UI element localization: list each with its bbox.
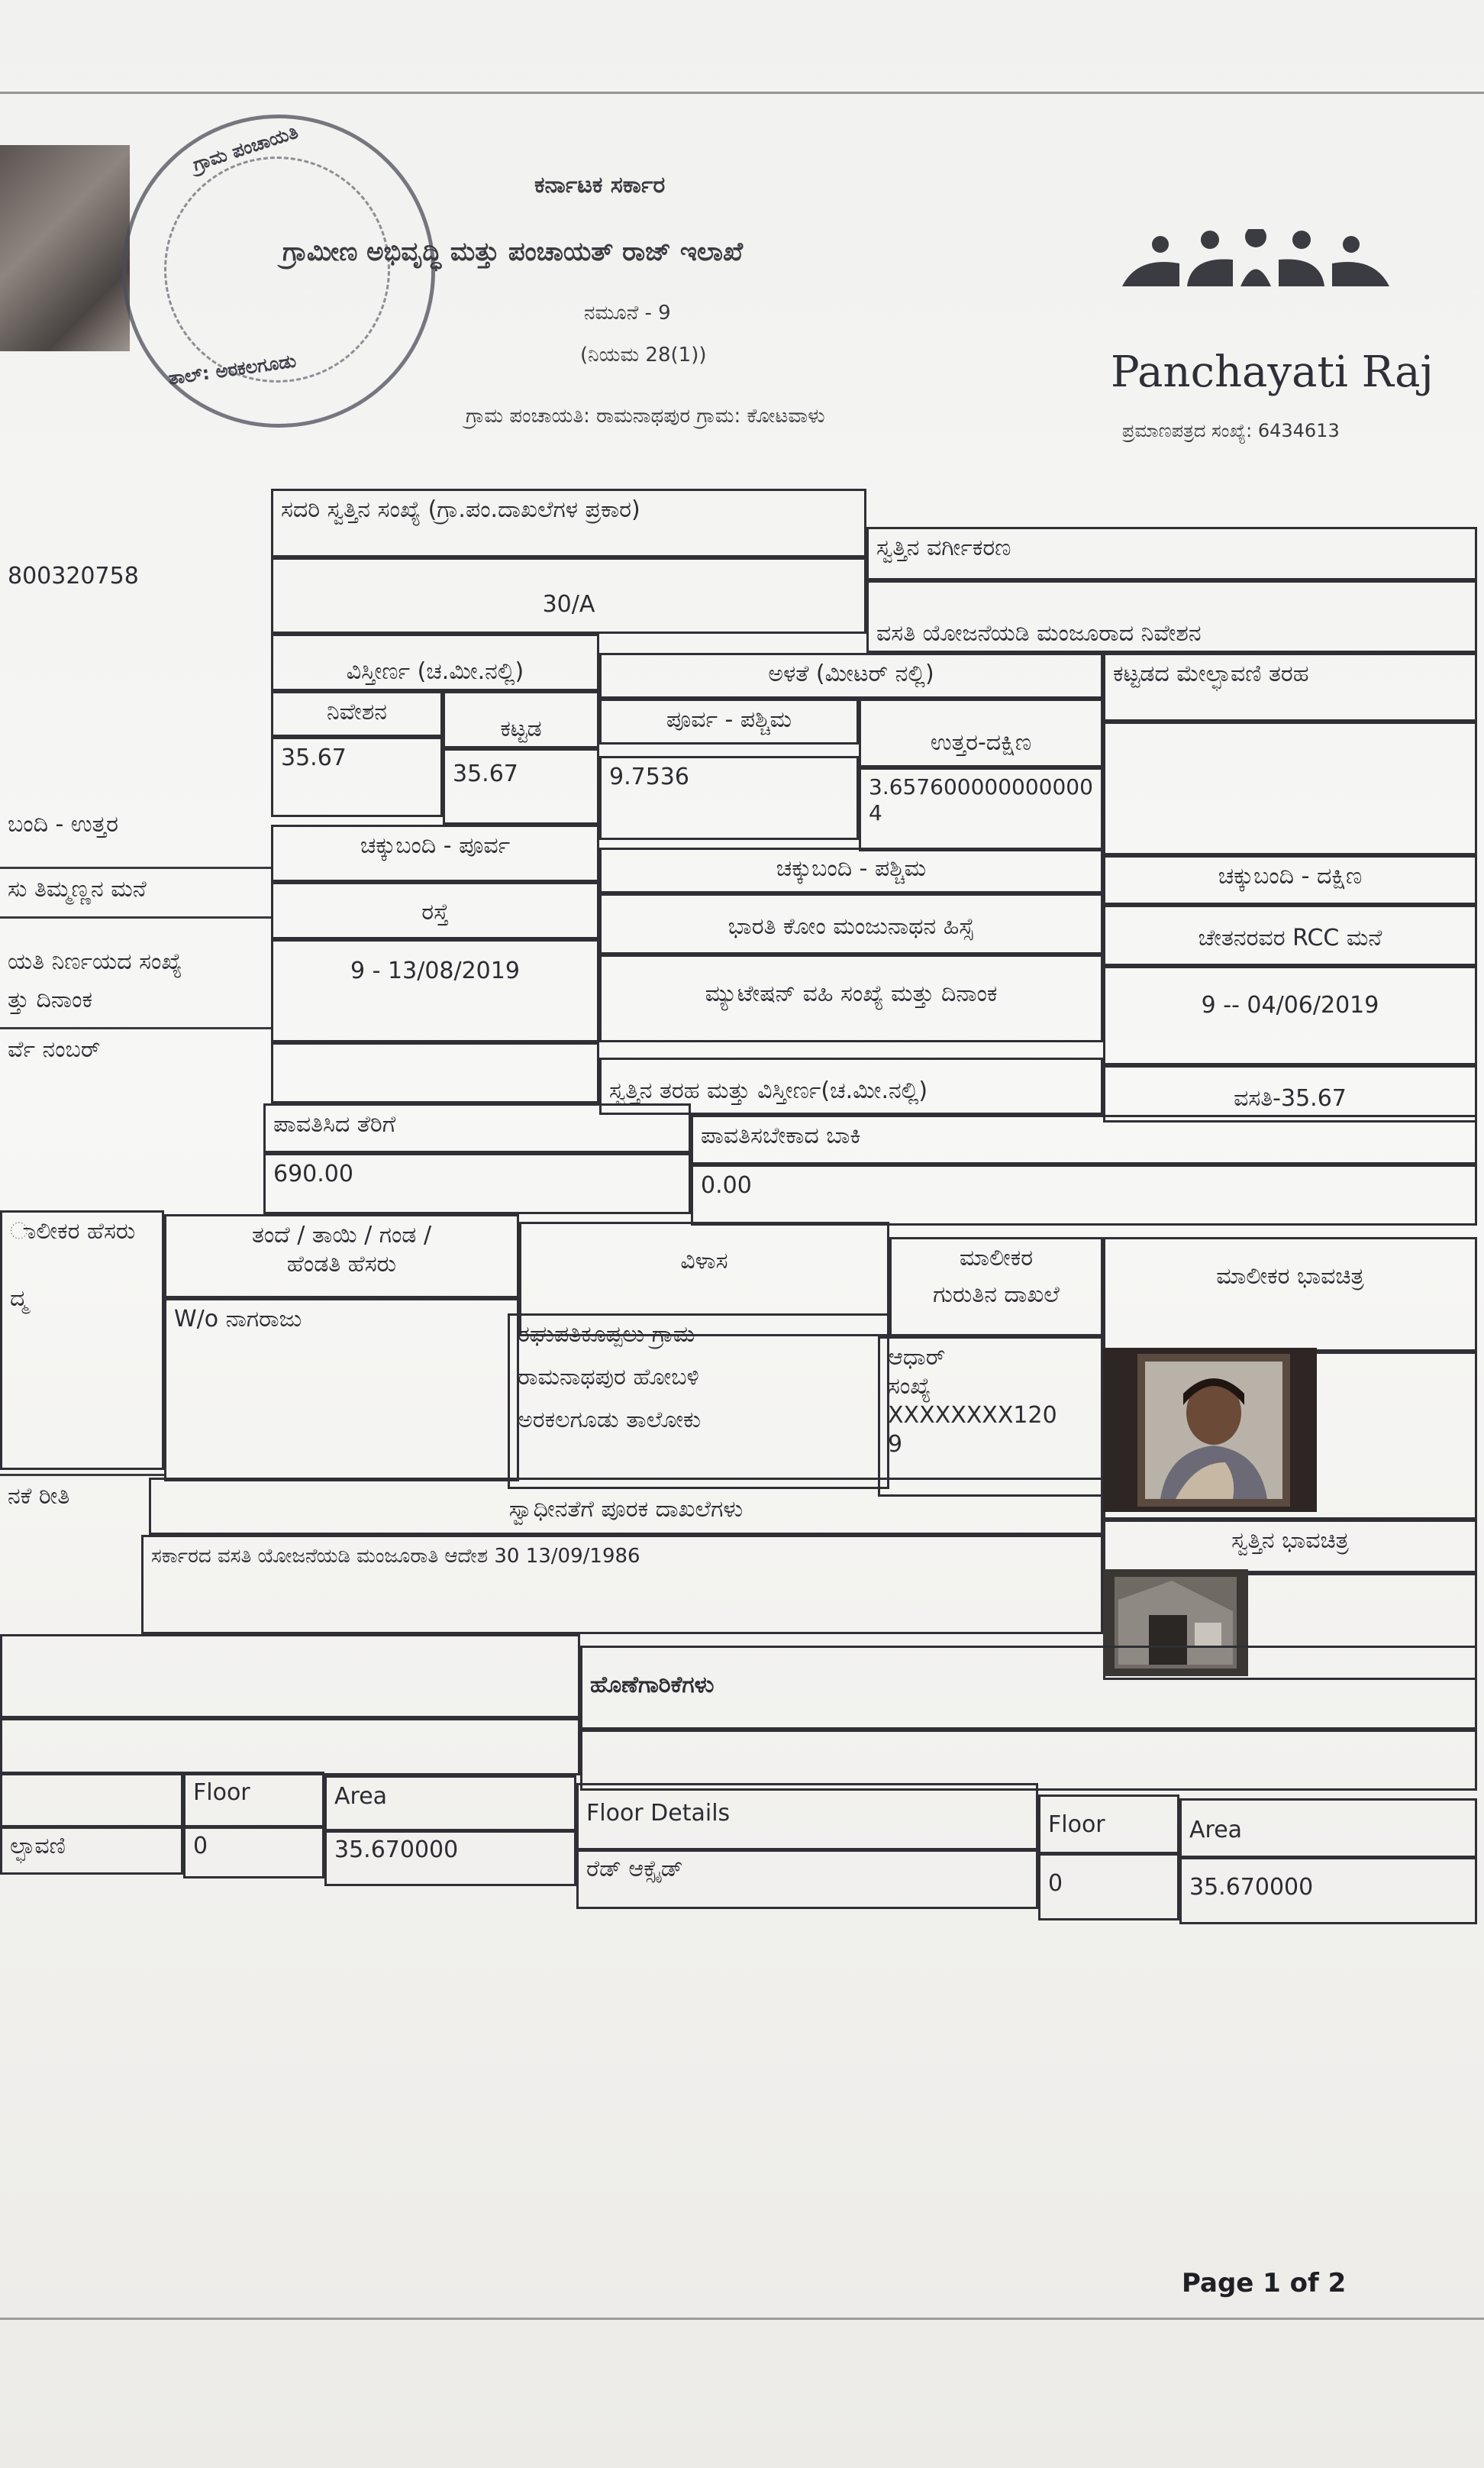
relation-label	[164, 1214, 519, 1298]
east-west-label: ಪೂರ್ವ - ಪಶ್ಚಿಮ	[599, 699, 859, 745]
property-id-fragment: 800320758	[8, 563, 139, 590]
seal-text-bottom: ತಾಲ್: ಅರಕಲಗೂಡು	[166, 350, 298, 389]
department-title: ಗ್ರಾಮೀಣ ಅಭಿವೃದ್ಧಿ ಮತ್ತು ಪಂಚಾಯತ್ ರಾಜ್ ಇಲಾಖೆ	[282, 237, 744, 267]
roof-type-value	[1103, 722, 1477, 855]
address-line-3: ಅರಕಲಗೂಡು ತಾಲೋಕು	[518, 1407, 702, 1433]
survey-number-value	[271, 1042, 599, 1103]
resolution-value: 9 - 13/08/2019	[271, 939, 599, 1042]
north-south-value: 3.6576000000000004	[859, 767, 1103, 851]
mutation-value: 9 -- 04/06/2019	[1103, 966, 1477, 1065]
resolution-label-line1: ಯತಿ ನಿರ್ಣಯದ ಸಂಖ್ಯೆ	[8, 948, 182, 975]
east-boundary-value: ರಸ್ತೆ	[271, 882, 599, 939]
address-value	[508, 1313, 889, 1489]
govt-title: ಕರ್ನಾಟಕ ಸರ್ಕಾರ	[534, 172, 666, 199]
relation-value: W/o ನಾಗರಾಜು	[164, 1298, 519, 1481]
address-line-2: ರಾಮನಾಥಪುರ ಹೋಬಳಿ	[518, 1364, 699, 1391]
floor-details-value: ರೆಡ್ ಆಕ್ಸೈಡ್	[576, 1848, 1038, 1909]
right-area-value: 35.670000	[1179, 1856, 1477, 1924]
address-label: ವಿಳಾಸ	[519, 1222, 889, 1336]
owner-id-label-line1: ಮಾಲೀಕರ	[959, 1245, 1034, 1271]
acquisition-label: ನಕೆ ರೀತಿ	[8, 1483, 70, 1510]
page-number: Page 1 of 2	[1182, 2268, 1347, 2298]
supporting-docs-label: ಸ್ವಾಧೀನತೆಗೆ ಪೂರಕ ದಾಖಲೆಗಳು	[149, 1478, 1103, 1535]
property-class-value: ವಸತಿ ಯೋಜನೆಯಡಿ ಮಂಜೂರಾದ ನಿವೇಶನ	[866, 580, 1477, 653]
property-type-value: ವಸತಿ-35.67	[1103, 1065, 1477, 1123]
building-label: ಕಟ್ಟಡ	[443, 691, 599, 748]
owner-name-label-text: ಾಲೀಕರ ಹೆಸರು	[10, 1218, 136, 1245]
property-photo-label: ಸ್ವತ್ತಿನ ಭಾವಚಿತ್ರ	[1103, 1520, 1477, 1573]
seal-text-top: ಗ್ರಾಮ ಪಂಚಾಯತಿ	[190, 121, 301, 176]
property-number-label: ಸದರಿ ಸ್ವತ್ತಿನ ಸಂಖ್ಯೆ (ಗ್ರಾ.ಪಂ.ದಾಖಲೆಗಳ ಪ್ರಕಾರ)	[271, 489, 866, 557]
mutation-label: ಮ್ಯುಟೇಷನ್ ವಹಿ ಸಂಖ್ಯೆ ಮತ್ತು ದಿನಾಂಕ	[599, 955, 1103, 1042]
boundary-rule-1	[0, 867, 271, 869]
owner-id-type: ಆಧಾರ್	[888, 1344, 946, 1371]
right-floor-header: Floor	[1038, 1794, 1179, 1856]
floor-header: Floor	[183, 1772, 324, 1829]
liabilities-left-empty	[0, 1718, 580, 1775]
owner-id-label	[889, 1237, 1103, 1336]
owner-photo-label: ಮಾಲೀಕರ ಭಾವಚಿತ್ರ	[1103, 1237, 1477, 1352]
left-photo-fragment	[0, 145, 130, 351]
floors-corner	[0, 1772, 183, 1829]
owner-id-number-end: 9	[888, 1431, 903, 1458]
tax-due-label: ಪಾವತಿಸಬೇಕಾದ ಬಾಕಿ	[691, 1115, 1477, 1165]
liabilities-left-cell	[0, 1634, 580, 1718]
property-class-label: ಸ್ವತ್ತಿನ ವರ್ಗೀಕರಣ	[866, 527, 1477, 580]
property-number-value: 30/A	[271, 557, 866, 634]
owner-id-number: XXXXXXXX120	[888, 1402, 1057, 1429]
property-type-label: ಸ್ವತ್ತಿನ ತರಹ ಮತ್ತು ವಿಸ್ತೀರ್ಣ(ಚ.ಮೀ.ನಲ್ಲಿ)	[599, 1058, 1103, 1115]
logo-name: Panchayati Raj	[1111, 347, 1434, 397]
right-area-header: Area	[1179, 1798, 1477, 1859]
left-area-value: 35.670000	[324, 1829, 576, 1886]
relation-label-line1: ತಂದೆ / ತಾಯಿ / ಗಂಡ /	[251, 1222, 432, 1249]
owner-name-value: ದ್ಮ	[10, 1285, 28, 1312]
east-west-value: 9.7536	[599, 756, 859, 840]
site-label: ನಿವೇಶನ	[271, 691, 443, 737]
building-area-value: 35.67	[443, 748, 599, 825]
rule-number: (ನಿಯಮ 28(1))	[580, 344, 707, 367]
owner-id-number-label: ಸಂಖ್ಯೆ	[888, 1373, 931, 1400]
owner-id-label-line2: ಗುರುತಿನ ದಾಖಲೆ	[933, 1281, 1060, 1308]
area-label: ವಿಸ್ತೀರ್ಣ (ಚ.ಮೀ.ನಲ್ಲಿ)	[271, 634, 599, 691]
form-number: ನಮೂನೆ - 9	[584, 302, 671, 325]
address-line-1: ರಘುಪತಿಕೂಪ್ಪಲು ಗ್ರಾಮ	[518, 1321, 695, 1348]
roof-type-label: ಕಟ್ಟಡದ ಮೇಲ್ಛಾವಣಿ ತರಹ	[1103, 653, 1477, 722]
south-boundary-value: ಚೇತನರವರ RCC ಮನೆ	[1103, 905, 1477, 966]
survey-number-label: ರ್ವೆ ನಂಬರ್	[8, 1036, 101, 1063]
resolution-rule	[0, 1027, 271, 1029]
panchayati-raj-logo-icon	[1107, 229, 1397, 344]
relation-label-line2: ಹೆಂಡತಿ ಹೆಸರು	[286, 1251, 397, 1278]
seal-inner-ring	[164, 157, 390, 383]
top-rule	[0, 92, 1484, 94]
east-boundary-label: ಚಕ್ಕುಬಂದಿ - ಪೂರ್ವ	[271, 825, 599, 882]
liabilities-label: ಹೊಣೆಗಾರಿಕೆಗಳು	[580, 1646, 1477, 1730]
dimension-label: ಅಳತೆ (ಮೀಟರ್ ನಲ್ಲಿ)	[599, 653, 1103, 699]
owner-photo	[1103, 1348, 1317, 1512]
site-area-value: 35.67	[271, 737, 443, 817]
owner-name-label	[0, 1210, 164, 1470]
area-header: Area	[324, 1775, 576, 1833]
liabilities-right-empty	[580, 1730, 1477, 1791]
tax-paid-label: ಪಾವತಿಸಿದ ತೆರಿಗೆ	[263, 1103, 691, 1153]
tax-paid-value: 690.00	[263, 1153, 691, 1214]
north-boundary-value: ಸು ತಿಮ್ಮಣ್ಣನ ಮನೆ	[8, 876, 147, 903]
acquisition-rule	[0, 1474, 164, 1476]
right-floor-value: 0	[1038, 1852, 1179, 1920]
certificate-number: ಪ್ರಮಾಣಪತ್ರದ ಸಂಖ್ಯೆ: 6434613	[1122, 420, 1340, 441]
resolution-label-line2: ತ್ತು ದಿನಾಂಕ	[8, 987, 92, 1013]
bottom-rule	[0, 2318, 1484, 2320]
left-floor-value: 0	[183, 1825, 324, 1878]
floor-details-header: Floor Details	[576, 1783, 1038, 1852]
north-south-label: ಉತ್ತರ-ದಕ್ಷಿಣ	[859, 699, 1103, 767]
floor-row-label: ಲ್ಛಾವಣಿ	[0, 1825, 183, 1875]
tax-due-value: 0.00	[691, 1165, 1477, 1226]
owner-id-value	[878, 1336, 1103, 1497]
south-boundary-label: ಚಕ್ಕುಬಂದಿ - ದಕ್ಷಿಣ	[1103, 855, 1477, 905]
panchayat-location: ಗ್ರಾಮ ಪಂಚಾಯತಿ: ರಾಮನಾಥಪುರ ಗ್ರಾಮ: ಕೋಟವಾಳು	[466, 405, 825, 428]
north-boundary-label: ಬಂದಿ - ಉತ್ತರ	[8, 811, 118, 838]
supporting-docs-value: ಸರ್ಕಾರದ ವಸತಿ ಯೋಜನೆಯಡಿ ಮಂಜೂರಾತಿ ಆದೇಶ 30 13/09/1986	[141, 1535, 1103, 1634]
west-boundary-value: ಭಾರತಿ ಕೋಂ ಮಂಜುನಾಥನ ಹಿಸ್ಸೆ	[599, 893, 1103, 955]
boundary-rule-2	[0, 916, 271, 919]
west-boundary-label: ಚಕ್ಕುಬಂದಿ - ಪಶ್ಚಿಮ	[599, 848, 1103, 893]
